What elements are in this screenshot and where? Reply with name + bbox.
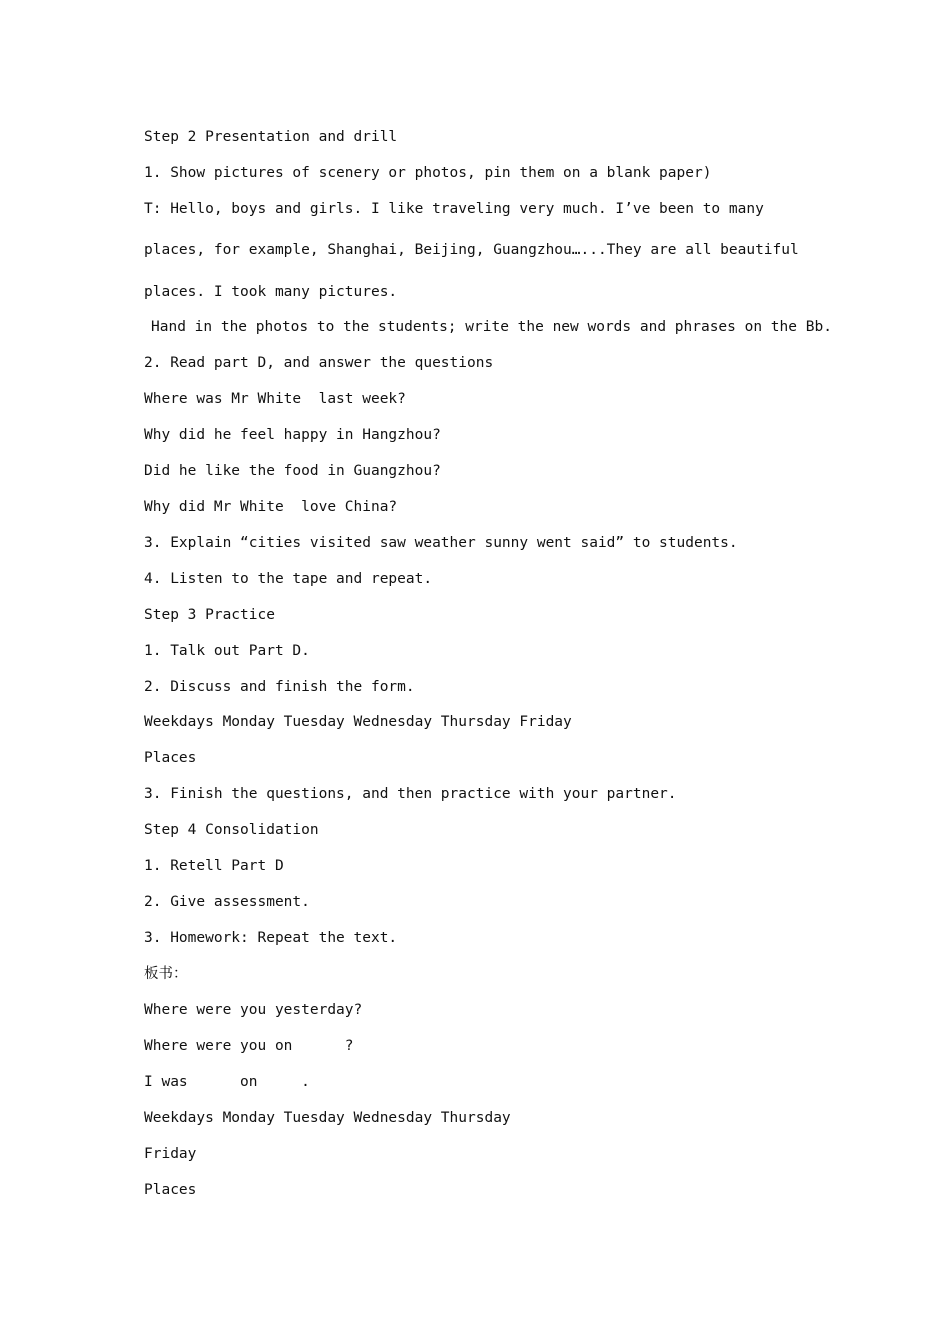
text-line: places. I took many pictures. [144,284,398,300]
blackboard-heading: 板书： [144,966,188,982]
text-line: 1. Talk out Part D. [144,643,310,659]
question-line: Where was Mr White last week? [144,391,406,407]
text-line: 2. Read part D, and answer the questions [144,355,494,371]
text-line: 3. Explain “cities visited saw weather sunny went said” to students. [144,535,738,551]
text-line: 2. Give assessment. [144,894,310,910]
question-line: Why did he feel happy in Hangzhou? [144,427,441,443]
text-line: Friday [144,1146,197,1162]
text-line: places, for example, Shanghai, Beijing, Guangzhou…...They are all beautiful [144,242,799,258]
form-places-row: Places [144,750,197,766]
step-4-heading: Step 4 Consolidation [144,822,319,838]
text-line: 3. Finish the questions, and then practice with your partner. [144,786,677,802]
text-line: I was on . [144,1074,310,1090]
step-2-heading: Step 2 Presentation and drill [144,129,398,145]
step-3-heading: Step 3 Practice [144,607,275,623]
text-line: Where were you on ? [144,1038,354,1054]
text-line: 3. Homework: Repeat the text. [144,930,398,946]
text-line: 1. Show pictures of scenery or photos, pin them on a blank paper) [144,165,712,181]
text-line: Hand in the photos to the students; write the new words and phrases on the Bb. [151,319,832,335]
text-line: 2. Discuss and finish the form. [144,679,415,695]
text-line: 1. Retell Part D [144,858,284,874]
text-line: T: Hello, boys and girls. I like traveling very much. I’ve been to many [144,201,764,217]
question-line: Did he like the food in Guangzhou? [144,463,441,479]
form-weekdays-row: Weekdays Monday Tuesday Wednesday Thursday Friday [144,714,572,730]
text-line: 4. Listen to the tape and repeat. [144,571,433,587]
text-line: Where were you yesterday? [144,1002,363,1018]
blackboard-weekdays-row: Weekdays Monday Tuesday Wednesday Thursday [144,1110,511,1126]
question-line: Why did Mr White love China? [144,499,398,515]
blackboard-places-row: Places [144,1182,197,1198]
